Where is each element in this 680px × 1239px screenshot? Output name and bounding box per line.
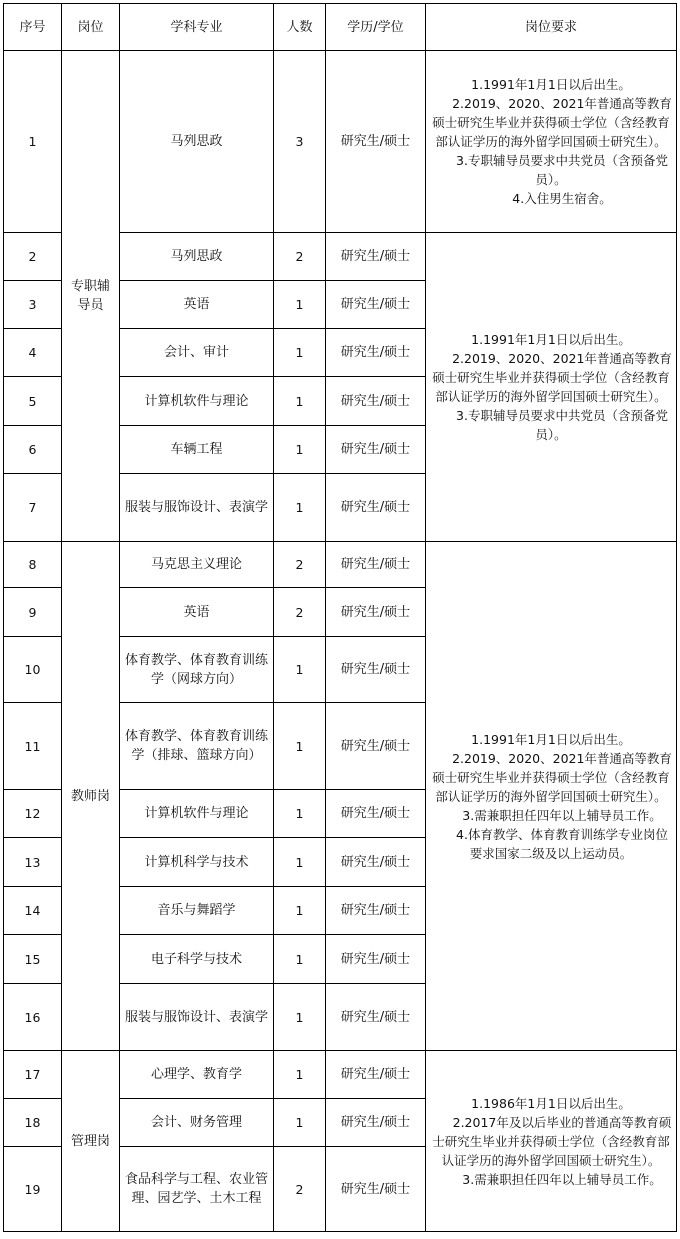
table-row [4,51,677,233]
degree-cell: 研究生/硕士 [326,281,426,329]
requirements-cell [426,1051,677,1232]
row-number: 16 [4,984,62,1051]
row-number: 18 [4,1099,62,1147]
degree-cell: 研究生/硕士 [326,637,426,703]
row-number: 4 [4,329,62,377]
degree-cell: 研究生/硕士 [326,790,426,838]
header-cell-count: 人数 [274,4,326,51]
major-cell: 马克思主义理论 [120,542,274,588]
degree-cell: 研究生/硕士 [326,377,426,426]
position-cell: 教师岗 [62,542,120,1051]
major-cell: 计算机科学与技术 [120,838,274,887]
row-number: 2 [4,233,62,281]
degree-cell: 研究生/硕士 [326,1147,426,1232]
major-cell: 英语 [120,588,274,637]
degree-cell: 研究生/硕士 [326,51,426,233]
row-number: 5 [4,377,62,426]
recruitment-table [3,3,677,1232]
count-cell: 3 [274,51,326,233]
degree-cell: 研究生/硕士 [326,588,426,637]
requirement-line: 2.2019、2020、2021年普通高等教育硕士研究生毕业并获得硕士学位（含经教育部认证学历的海外留学回国硕士研究生）。 [432,750,672,804]
count-cell: 1 [274,1099,326,1147]
row-number: 6 [4,426,62,474]
count-cell: 1 [274,1051,326,1099]
requirement-line: 2.2019、2020、2021年普通高等教育硕士研究生毕业并获得硕士学位（含经教育部认证学历的海外留学回国硕士研究生）。 [432,351,672,404]
count-cell: 1 [274,377,326,426]
header-cell-position: 岗位 [62,4,120,51]
table-row [4,1051,677,1099]
row-number: 3 [4,281,62,329]
row-number: 11 [4,703,62,790]
requirement-line: 3.需兼职担任四年以上辅导员工作。 [462,807,662,823]
major-cell: 英语 [120,281,274,329]
degree-cell: 研究生/硕士 [326,935,426,984]
count-cell: 1 [274,703,326,790]
row-number: 8 [4,542,62,588]
header-cell-requirements: 岗位要求 [426,4,677,51]
major-cell: 体育教学、体育教育训练学（排球、篮球方向） [120,703,274,790]
major-cell: 服装与服饰设计、表演学 [120,474,274,542]
degree-cell: 研究生/硕士 [326,1051,426,1099]
requirement-line: 1.1991年1月1日以后出生。 [471,77,631,92]
requirements-cell [426,233,677,542]
degree-cell: 研究生/硕士 [326,838,426,887]
row-number: 1 [4,51,62,233]
degree-cell: 研究生/硕士 [326,233,426,281]
count-cell: 1 [274,984,326,1051]
degree-cell: 研究生/硕士 [326,887,426,935]
requirement-line: 3.需兼职担任四年以上辅导员工作。 [462,1171,662,1187]
header-cell-major: 学科专业 [120,4,274,51]
major-cell: 计算机软件与理论 [120,790,274,838]
requirement-line: 3.专职辅导员要求中共党员（含预备党员）。 [456,153,668,187]
count-cell: 1 [274,474,326,542]
count-cell: 1 [274,887,326,935]
requirement-line: 3.专职辅导员要求中共党员（含预备党员）。 [456,408,668,442]
major-cell: 音乐与舞蹈学 [120,887,274,935]
count-cell: 1 [274,426,326,474]
count-cell: 2 [274,1147,326,1232]
degree-cell: 研究生/硕士 [326,426,426,474]
degree-cell: 研究生/硕士 [326,703,426,790]
degree-cell: 研究生/硕士 [326,474,426,542]
major-cell: 体育教学、体育教育训练学（网球方向） [120,637,274,703]
major-cell: 会计、审计 [120,329,274,377]
count-cell: 2 [274,233,326,281]
row-number: 14 [4,887,62,935]
requirement-line: 4.入住男生宿舍。 [512,191,612,206]
count-cell: 1 [274,329,326,377]
row-number: 13 [4,838,62,887]
row-number: 19 [4,1147,62,1232]
requirements-cell [426,542,677,1051]
row-number: 9 [4,588,62,637]
major-cell: 服装与服饰设计、表演学 [120,984,274,1051]
major-cell: 计算机软件与理论 [120,377,274,426]
requirement-line: 1.1986年1月1日以后出生。 [471,1095,631,1111]
row-number: 10 [4,637,62,703]
major-cell: 马列思政 [120,51,274,233]
major-cell: 会计、财务管理 [120,1099,274,1147]
row-number: 15 [4,935,62,984]
requirement-line: 1.1991年1月1日以后出生。 [471,332,631,347]
degree-cell: 研究生/硕士 [326,329,426,377]
requirement-line: 2.2017年及以后毕业的普通高等教育硕士研究生毕业并获得硕士学位（含经教育部认证学历的海外留学回国硕士研究生）。 [432,1114,672,1168]
degree-cell: 研究生/硕士 [326,542,426,588]
count-cell: 1 [274,281,326,329]
header-cell-degree: 学历/学位 [326,4,426,51]
major-cell: 车辆工程 [120,426,274,474]
major-cell: 心理学、教育学 [120,1051,274,1099]
requirement-line: 1.1991年1月1日以后出生。 [471,731,631,747]
major-cell: 电子科学与技术 [120,935,274,984]
major-cell: 马列思政 [120,233,274,281]
row-number: 12 [4,790,62,838]
count-cell: 1 [274,838,326,887]
header-cell-no: 序号 [4,4,62,51]
row-number: 7 [4,474,62,542]
position-cell: 专职辅导员 [62,51,120,542]
position-cell: 管理岗 [62,1051,120,1232]
requirement-line: 4.体育教学、体育教育训练学专业岗位要求国家二级及以上运动员。 [456,826,668,861]
count-cell: 1 [274,790,326,838]
count-cell: 2 [274,542,326,588]
header-row [4,4,677,51]
table-row [4,542,677,588]
requirements-cell [426,51,677,233]
requirement-line: 2.2019、2020、2021年普通高等教育硕士研究生毕业并获得硕士学位（含经教育部认证学历的海外留学回国硕士研究生）。 [432,96,672,149]
count-cell: 2 [274,588,326,637]
major-cell: 食品科学与工程、农业管理、园艺学、土木工程 [120,1147,274,1232]
count-cell: 1 [274,637,326,703]
degree-cell: 研究生/硕士 [326,1099,426,1147]
count-cell: 1 [274,935,326,984]
degree-cell: 研究生/硕士 [326,984,426,1051]
row-number: 17 [4,1051,62,1099]
